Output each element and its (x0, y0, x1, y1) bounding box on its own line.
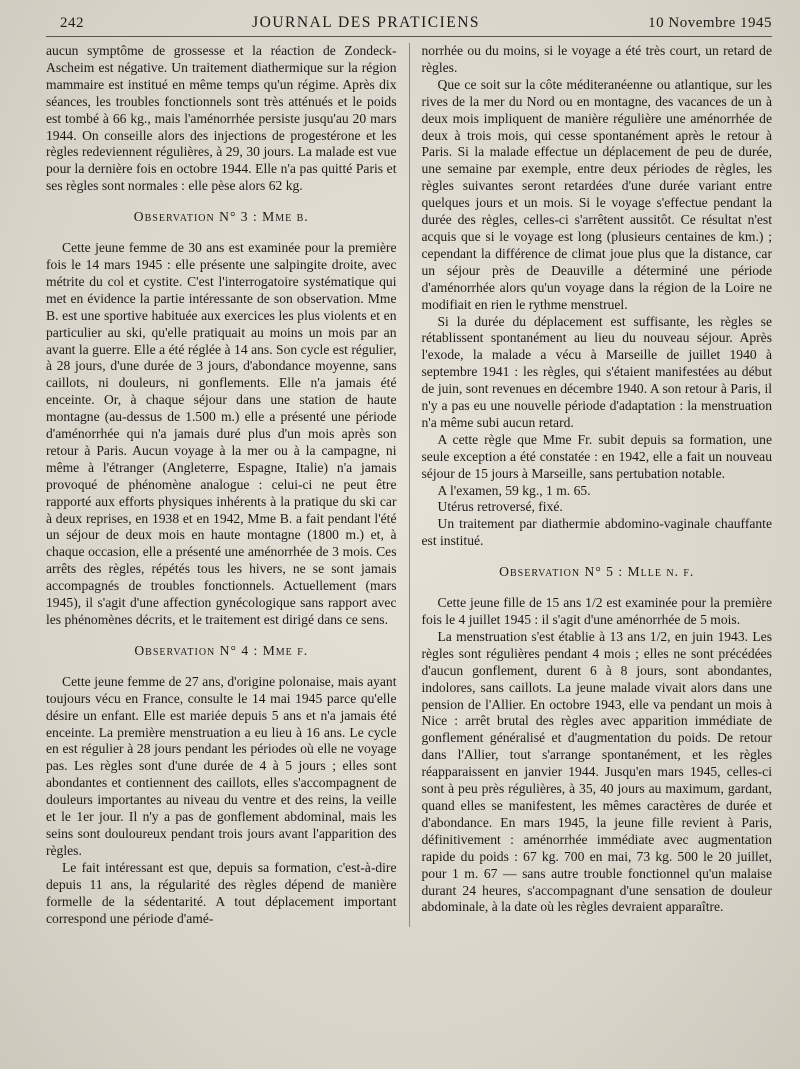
observation-3-heading: Observation N° 3 : Mme b. (133, 209, 309, 225)
issue-date: 10 Novembre 1945 (648, 15, 772, 31)
observation-4-heading: Observation N° 4 : Mme f. (134, 642, 309, 658)
observation-5-heading: Observation N° 5 : Mlle n. f. (499, 564, 695, 580)
left-column (46, 43, 410, 927)
paragraph: A l'examen, 59 kg., 1 m. 65. (437, 482, 591, 498)
observation-4-text: Cette jeune femme de 27 ans, d'origine polonaise, mais ayant toujours vécu en France, consulte le 14 mai 1945 parce qu'elle désire un enfant. Elle est mariée depuis 5 ans et n'a jamais été enceinte. La première menstruation a eu lieu à 16 ans. Le cycle en est régulier à 28 jours pendant les périodes où elle ne voyage pas. Les règles sont d'une durée de 4 à 5 jours ; elles sont abondantes et contiennent des caillots, elles s'accompagnent de douleurs importantes au niveau du ventre et des reins, la veille et le 1er jour. Il n'y a pas de gonflement abdominal, mais les seins sont douloureux pendant trois jours avant l'apparition des règles. (46, 673, 397, 858)
paragraph: Si la durée du déplacement est suffisante, les règles se rétablissent spontanément au lieu du nouveau séjour. Après l'exode, la malade a vécu à Marseille de juillet 1940 à septembre 1941 : les règles, qui s'étaient manifestées au début de juin, sont revenues en décembre 1940. A son retour à Paris, il n'y a pas eu une nouvelle période d'adaptation : la menstruation n'a même subi aucun retard. (421, 313, 772, 430)
paragraph: Que ce soit sur la côte méditeranéenne ou atlantique, sur les rives de la mer du Nord ou en montagne, des vacances de un à deux mois impliquent de manière régulière une aménorrhée de deux à trois mois, qui cesse spontanément après le retour à Paris. Si la malade effectue un déplacement de peu de durée, une semaine par exemple, entre deux périodes de règles, les règles suivantes seront retardées d'une durée variant entre quelques jours et un mois. Si le voyage s'effectue pendant la durée des règles, celles-ci s'arrêtent aussitôt. Ce résultat n'est acquis que si le voyage est long (plusieurs centaines de km.) ; cependant la différence de climat joue plus que la distance, car un séjour près de Deauville a déterminé une période d'aménorrhée alors qu'un voyage dans la région de la Loire ne modifiait en rien le rythme menstruel. (421, 76, 772, 312)
continued-paragraph-right: norrhée ou du moins, si le voyage a été très court, un retard de règles. (421, 43, 772, 75)
paragraph: A cette règle que Mme Fr. subit depuis sa formation, une seule exception a été constatée : en 1942, elle a fait un nouveau séjour de 15 jours à Marseille, sans pertubation notable. (421, 431, 772, 481)
observation-5-text-2: La menstruation s'est établie à 13 ans 1/2, en juin 1943. Les règles sont régulières pendant 4 mois ; elles ne sont précédées d'aucun gonflement, durent 6 à 8 jours, sont abondantes, indolores, sans caillots. La jeune malade vivait alors dans une pension de l'Allier. En octobre 1943, elle va pendant un mois à Nice : arrêt brutal des règles avec apparition immédiate de gonflement généralisé et d'augmentation du poids. De retour dans l'Allier, tout s'arrange spontanément, et les règles réapparaissent en janvier 1944. Jusqu'en mars 1945, celles-ci sont à peu près régulières, à 35, 40 jours au maximum, gardant, quand elles se manifestent, les mêmes caractères de durée et d'abondance. En mars 1945, la jeune fille revient à Paris, définitivement : aménorrhée immédiate avec augmentation rapide du poids : 67 kg. 700 en mai, 73 kg. 500 le 20 juillet, pour 1 m. 67 — sans autre trouble fonctionnel qu'un malaise durant 24 heures, s'accompagnant d'une sensation de douleur abdominale, à la date où les règles devraient apparaître. (421, 628, 772, 915)
journal-title: JOURNAL DES PRATICIENS (252, 14, 481, 31)
page-number: 242 (60, 15, 84, 31)
observation-5-text: Cette jeune fille de 15 ans 1/2 est examinée pour la première fois le 4 juillet 1945 : il s'agit d'une aménorrhée de 5 mois. (421, 595, 772, 627)
continued-paragraph: aucun symptôme de grossesse et la réaction de Zondeck-Ascheim est négative. Un traitement diathermique sur la région mammaire est institué en même temps qu'un régime. Après dix séances, les troubles fonctionnels sont très atténués et le poids est tombé à 66 kg., mais l'aménorrhée persiste jusqu'au 20 mars 1944. On conseille alors des injections de progestérone et les règles redeviennent régulières, à 29, 30 jours. La malade est vue pour la dernière fois en octobre 1944. Elle n'a pas quitté Paris et ses règles sont normales : elle pèse alors 62 kg. (46, 43, 397, 194)
right-column (410, 43, 773, 927)
observation-3-text: Cette jeune femme de 30 ans est examinée pour la première fois le 14 mars 1945 : elle présente une salpingite droite, avec métrite du col et cystite. C'est l'interrogatoire systématique qui met en évidence la partie intéressante de son observation. Mme B. est une sportive habituée aux exercices les plus violents et en particulier au ski, qu'elle pratiquait au moins un mois par an avant la guerre. Elle a été réglée à 14 ans. Son cycle est régulier, à 28 jours, d'une durée de 3 jours, d'abondance moyenne, sans caillots, ni douleurs, ni gonflements. Elle n'a jamais été enceinte. Or, à chaque séjour dans une station de haute montagne (au-dessus de 1.500 m.) elle a présenté une période d'aménorrhée qui n'a jamais duré plus d'un mois après son retour à Paris. Aucun voyage à la mer ou à la campagne, ni même à l'étranger (Angleterre, Espagne, Italie) n'a jamais provoqué de phénomène analogue : celui-ci ne peut être rapporté aux efforts physiques inhérents à la pratique du ski car à deux reprises, en 1938 et en 1942, Mme B. a fait pendant l'été un séjour de deux mois en haute montagne (1800 m.) et, à chaque occasion, elle a présenté une aménorrhée de 3 mois. Ces arrêts des règles, répétés tous les hivers, ne se sont jamais accompagnés de troubles fonctionnels. Actuellement (mars 1945), il s'agit d'une affection gynécologique sans rapport avec les phénomènes décrits, et le traitement est dirigé dans ce sens. (46, 240, 397, 627)
paragraph: Un traitement par diathermie abdomino-vaginale chauffante est institué. (421, 516, 772, 549)
observation-4-text-2: Le fait intéressant est que, depuis sa formation, c'est-à-dire depuis 11 ans, la régularité des règles dépend de manière formelle de la sédentarité. A tout déplacement important correspond une période d'amé- (46, 859, 397, 926)
page-header (46, 14, 772, 37)
paragraph: Utérus retroversé, fixé. (437, 499, 563, 515)
article-columns (46, 43, 772, 927)
